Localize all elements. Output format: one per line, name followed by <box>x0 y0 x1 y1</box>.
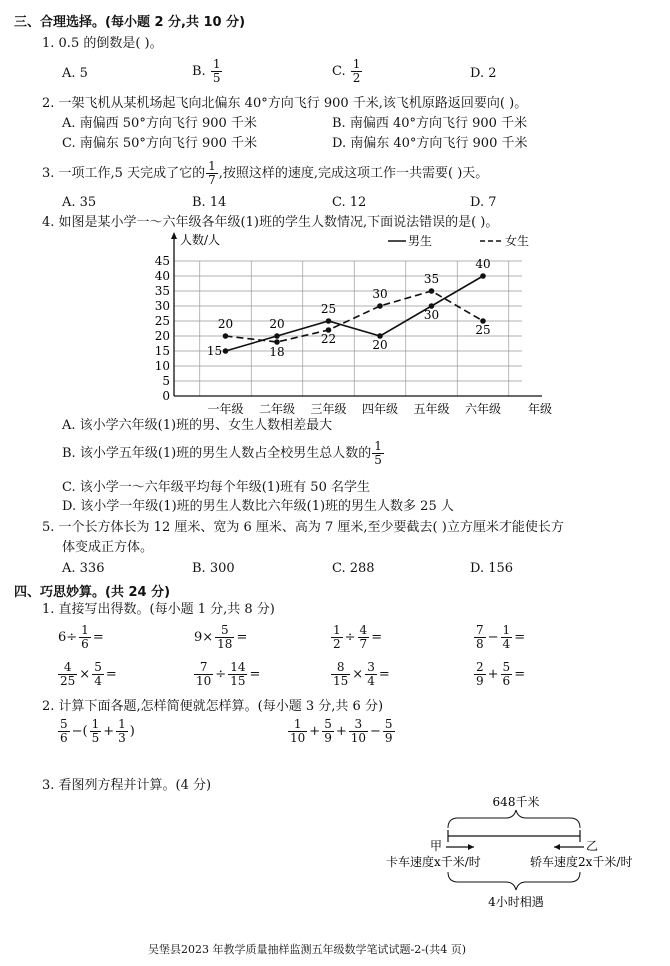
q3-stem <box>42 160 488 187</box>
q3-option-d: D. 7 <box>470 195 497 210</box>
q5-option-d: D. 156 <box>470 561 514 576</box>
data-point-female <box>223 333 229 339</box>
data-label-female: 20 <box>217 317 234 331</box>
q1-option-c-fraction: $\frac{1}{2}$ <box>352 57 361 85</box>
q5-option-b: B. 300 <box>192 561 235 576</box>
data-point-male <box>274 333 280 339</box>
q1-option-a: A. 5 <box>62 66 88 81</box>
q5-stem-line1: 5. 一个长方体长为 12 厘米、宽为 6 厘米、高为 7 厘米,至少要截去( )立方厘米才能使长方 <box>42 520 564 535</box>
q1-option-b-label: B. <box>192 64 206 79</box>
simplify-2: $\frac{1}{10}$ + $\frac{5}{9}$ + $\frac{3}{10}$ − $\frac{5}{9}$ <box>290 717 393 745</box>
q2-option-d: D. 南偏东 40°方向飞行 900 千米 <box>332 136 528 151</box>
calc-1: 6÷ $\frac{1}{6}$ = <box>58 623 104 651</box>
q3-fraction: $\frac{1}{7}$ <box>208 159 216 187</box>
data-point-female <box>274 339 280 345</box>
q4-option-b-text: B. 该小学五年级(1)班的男生人数占全校男生总人数的 <box>62 446 372 461</box>
student-count-line-chart <box>140 230 570 420</box>
chart-ylabel: 人数/人 <box>180 233 221 247</box>
legend-female-label: 女生 <box>505 234 530 248</box>
data-point-female <box>429 288 435 294</box>
time-brace <box>448 872 580 890</box>
distance-brace <box>448 810 580 828</box>
section4-title: 四、巧思妙算。(共 24 分) <box>14 585 171 600</box>
q2-option-a: A. 南偏西 50°方向飞行 900 千米 <box>62 116 257 131</box>
data-label-female: 35 <box>423 272 440 286</box>
data-label-male: 20 <box>269 317 285 331</box>
data-label-female: 30 <box>372 287 388 301</box>
y-tick-label: 0 <box>162 389 170 403</box>
y-tick-label: 10 <box>154 359 170 373</box>
x-tick-label: 二年级 <box>258 402 296 416</box>
calc-8: $\frac{2}{9}$ + $\frac{5}{6}$ = <box>476 660 526 688</box>
q5-stem-line2: 体变成正方体。 <box>62 540 154 555</box>
q1-option-d: D. 2 <box>470 66 497 81</box>
data-label-female: 18 <box>269 345 285 359</box>
q1-option-b-fraction: $\frac{1}{5}$ <box>212 57 221 85</box>
x-tick-label: 三年级 <box>310 402 347 416</box>
y-tick-label: 45 <box>154 254 170 268</box>
y-tick-label: 40 <box>154 269 170 283</box>
q1-option-c <box>332 58 363 85</box>
data-label-female: 25 <box>475 323 491 337</box>
p2-title: 2. 计算下面各题,怎样简便就怎样算。(每小题 3 分,共 6 分) <box>42 699 384 714</box>
meet-time-label: 4小时相遇 <box>488 895 544 909</box>
x-tick-label: 一年级 <box>207 402 244 416</box>
car-speed-label: 轿车速度2x千米/时 <box>530 855 633 869</box>
calc-5: $\frac{4}{25}$ × $\frac{5}{4}$ = <box>60 660 117 688</box>
section3-title: 三、合理选择。(每小题 2 分,共 10 分) <box>14 15 246 30</box>
data-label-male: 25 <box>320 302 337 316</box>
q3-stem-post: ,按照这样的速度,完成这项工作一共需要( )天。 <box>218 166 489 181</box>
y-tick-label: 35 <box>154 284 170 298</box>
q1-option-b <box>192 58 223 85</box>
q3-stem-pre: 3. 一项工作,5 天完成了它的 <box>42 166 206 181</box>
data-label-male: 15 <box>206 344 223 358</box>
x-tick-label: 四年级 <box>361 402 399 416</box>
data-label-female: 22 <box>320 332 337 346</box>
q1-option-c-label: C. <box>332 64 346 79</box>
data-point-male <box>223 348 229 354</box>
q3-option-b: B. 14 <box>192 195 227 210</box>
data-label-male: 30 <box>423 308 440 322</box>
jia-arrow-icon <box>468 844 474 850</box>
calc-3: $\frac{1}{2}$ ÷ $\frac{4}{7}$ = <box>333 623 383 651</box>
q5-option-a: A. 336 <box>62 561 105 576</box>
q4-option-d: D. 该小学一年级(1)班的男生人数比六年级(1)班的男生人数多 25 人 <box>62 499 454 514</box>
jia-label: 甲 <box>429 839 442 853</box>
yi-label: 乙 <box>586 839 599 853</box>
data-point-male <box>480 273 486 279</box>
q4-option-a: A. 该小学六年级(1)班的男、女生人数相差最大 <box>62 418 333 433</box>
chart-series <box>207 257 491 359</box>
y-axis-arrow <box>171 232 177 239</box>
q4-option-b-fraction: $\frac{1}{5}$ <box>374 439 382 467</box>
calc-7: $\frac{8}{15}$ × $\frac{3}{4}$ = <box>333 660 390 688</box>
q2-option-c: C. 南偏东 50°方向飞行 900 千米 <box>62 136 258 151</box>
page-footer: 吴堡县2023 年教学质量抽样监测五年级数学笔试试题-2-(共4 页) <box>148 943 466 956</box>
x-tick-label: 六年级 <box>464 402 502 416</box>
p1-title: 1. 直接写出得数。(每小题 1 分,共 8 分) <box>42 602 275 617</box>
q5-option-c: C. 288 <box>332 561 375 576</box>
truck-speed-label: 卡车速度x千米/时 <box>386 855 481 869</box>
data-label-male: 20 <box>372 338 388 352</box>
y-tick-label: 25 <box>154 314 170 328</box>
legend-male-label: 男生 <box>408 234 433 248</box>
q2-option-b: B. 南偏西 40°方向飞行 900 千米 <box>332 116 528 131</box>
q4-option-b <box>62 440 385 467</box>
calc-4: $\frac{7}{8}$ − $\frac{1}{4}$ = <box>476 623 526 651</box>
yi-arrow-icon <box>554 844 560 850</box>
data-point-female <box>377 303 383 309</box>
q3-option-c: C. 12 <box>332 195 367 210</box>
data-point-male <box>326 318 332 324</box>
q4-option-c: C. 该小学一～六年级平均每个年级(1)班有 50 名学生 <box>62 480 370 495</box>
y-tick-label: 5 <box>162 374 170 388</box>
x-tick-label: 五年级 <box>413 402 450 416</box>
y-tick-label: 30 <box>154 299 170 313</box>
distance-label: 648千米 <box>492 795 540 809</box>
q1-stem: 1. 0.5 的倒数是( )。 <box>42 36 163 51</box>
chart-legend <box>388 233 529 248</box>
calc-6: $\frac{7}{10}$ ÷ $\frac{14}{15}$ = <box>196 660 261 688</box>
chart-xlabel: 年级 <box>528 402 553 416</box>
calc-2: 9× $\frac{5}{18}$ = <box>194 623 248 651</box>
q2-stem: 2. 一架飞机从某机场起飞向北偏东 40°方向飞行 900 千米,该飞机原路返回要向( )。 <box>42 96 528 111</box>
simplify-1: $\frac{5}{6}$ −( $\frac{1}{5}$ + $\frac{1}{3}$ ) <box>60 717 135 745</box>
q4-stem: 4. 如图是某小学一～六年级各年级(1)班的学生人数情况,下面说法错误的是( )。 <box>42 215 499 230</box>
meeting-diagram <box>380 792 665 912</box>
q3-option-a: A. 35 <box>62 195 97 210</box>
p3-title: 3. 看图列方程并计算。(4 分) <box>42 778 212 793</box>
y-tick-label: 15 <box>154 344 170 358</box>
y-tick-label: 20 <box>154 329 170 343</box>
data-label-male: 40 <box>475 257 491 271</box>
